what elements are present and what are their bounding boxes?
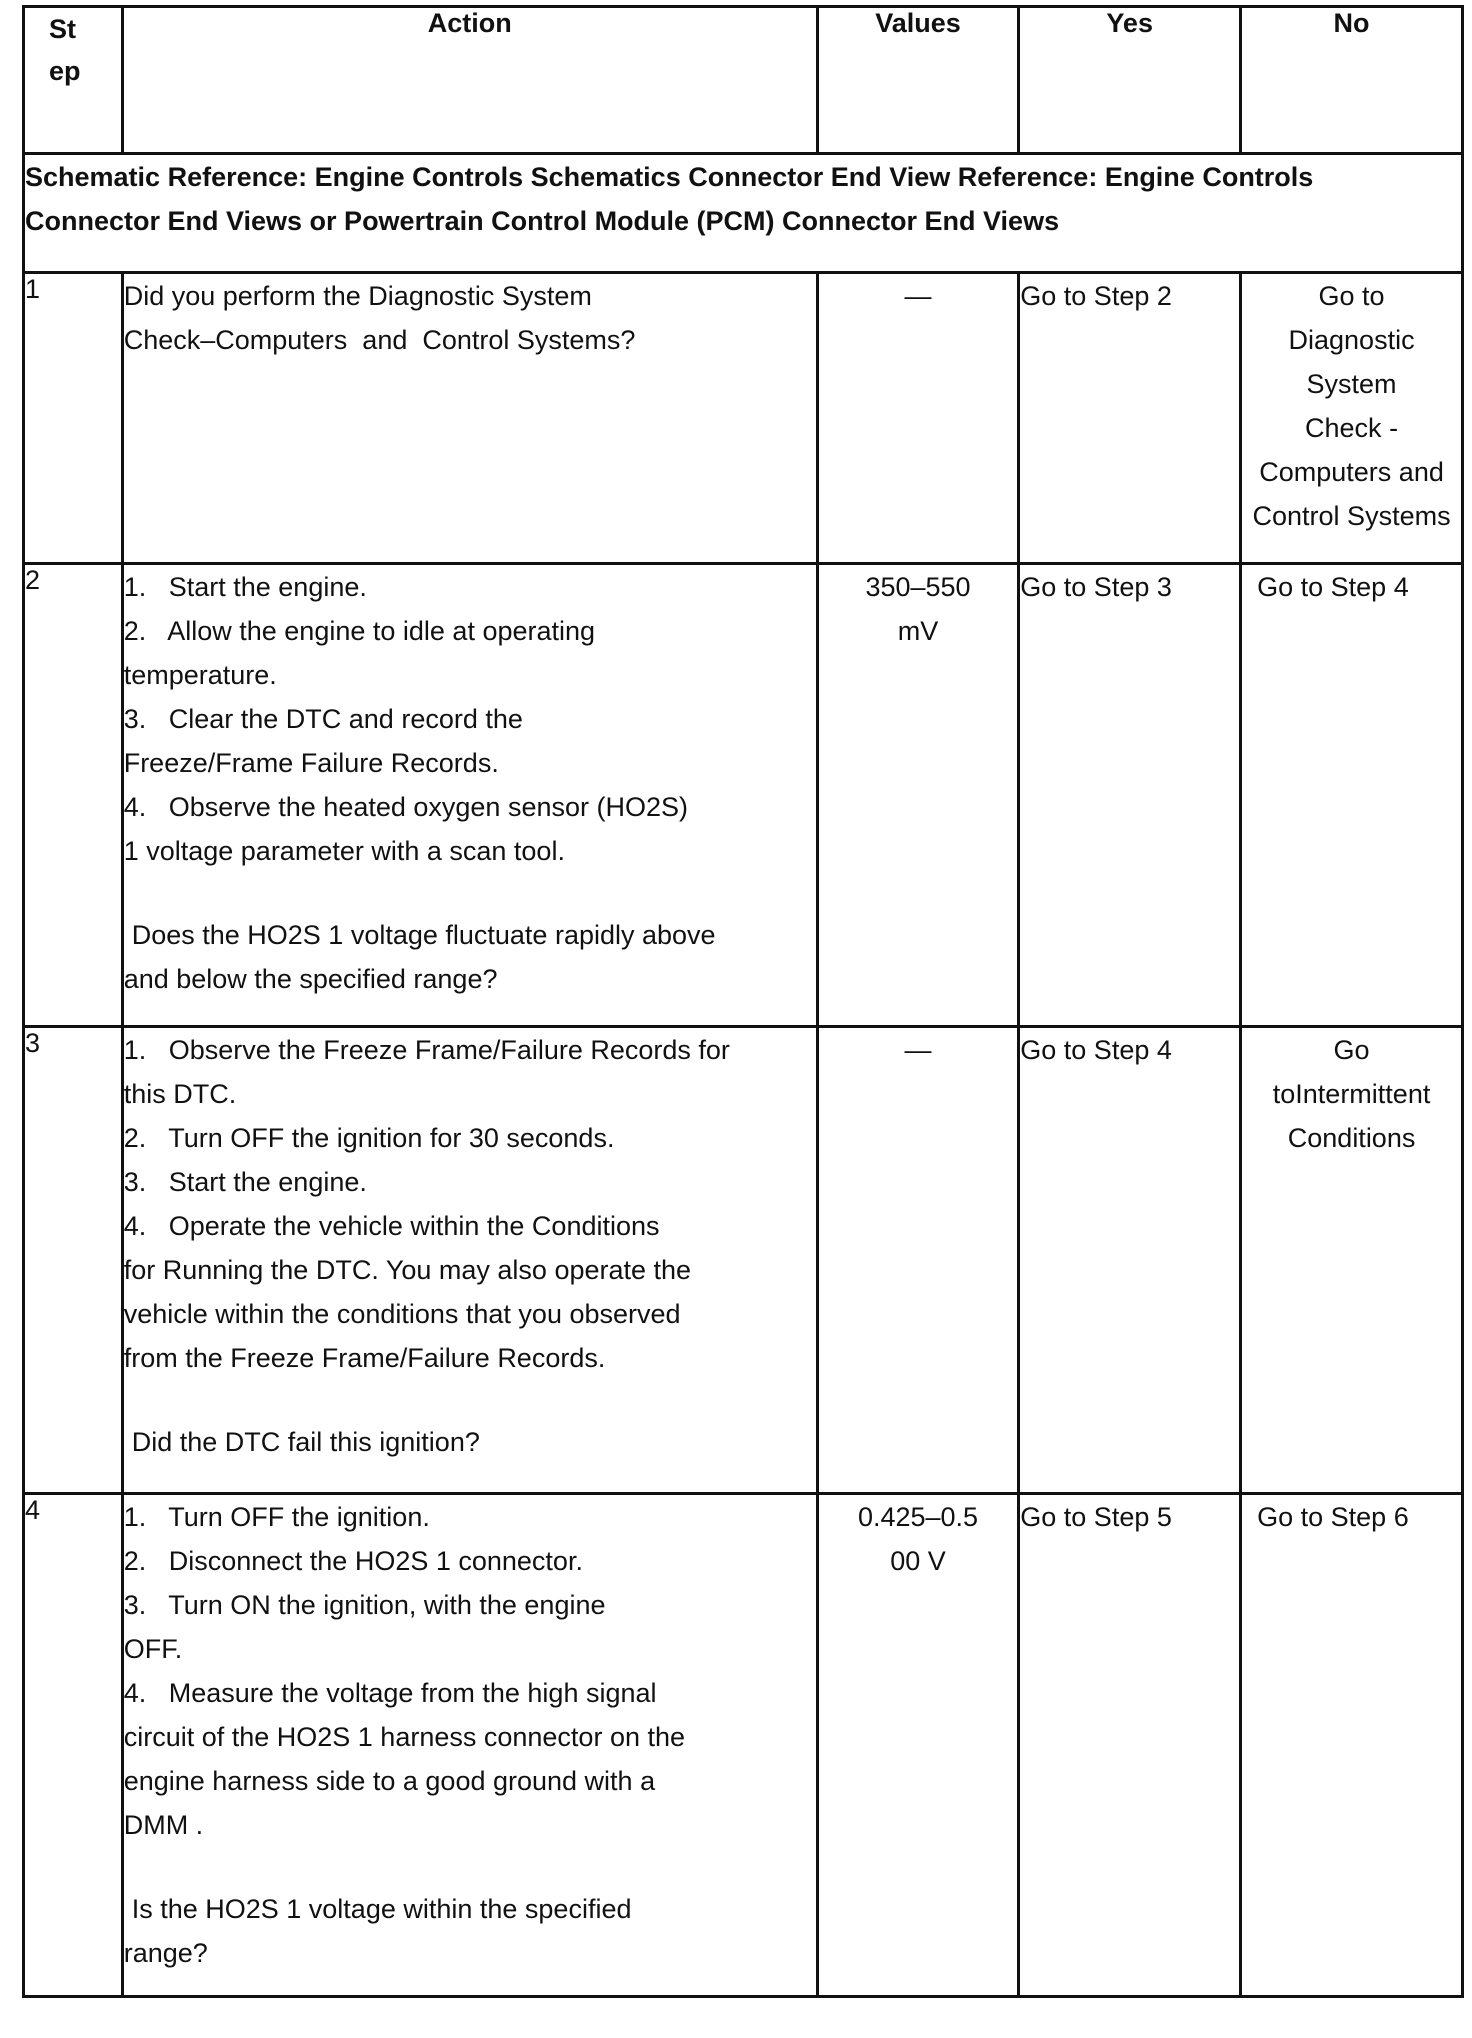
yes-cell: Go to Step 2 [1019,273,1241,564]
no-line: Go to Step 4 [1257,572,1409,602]
reference-line-2: Connector End Views or Powertrain Control Module (PCM) Connector End Views [25,206,1060,236]
value-line: mV [897,616,939,646]
action-line: temperature. [123,660,277,690]
action-line: for Running the DTC. You may also operate the [123,1255,692,1285]
action-line: 3. Start the engine. [123,1167,367,1197]
question-line: Did the DTC fail this ignition? [131,1427,480,1457]
action-line: DMM . [123,1810,204,1840]
action-line: 1. Observe the Freeze Frame/Failure Records for [123,1035,730,1065]
question-line: Does the HO2S 1 voltage fluctuate rapidly above [131,920,716,950]
question-line: range? [123,1938,208,1968]
spacer [124,1847,816,1887]
value-line: — [904,281,932,311]
no-line: Go to Step 6 [1257,1502,1409,1532]
action-line: 3. Clear the DTC and record the [123,704,523,734]
action-line: Did you perform the Diagnostic System [123,281,592,311]
action-line: vehicle within the conditions that you observed [123,1299,681,1329]
value-line: — [904,1035,932,1065]
no-cell [1241,1494,1463,1997]
no-line: Conditions [1287,1123,1416,1153]
action-line: 1. Start the engine. [123,572,367,602]
step-number: 1 [24,273,123,564]
no-line: toIntermittent [1272,1079,1431,1109]
action-line: 2. Turn OFF the ignition for 30 seconds. [123,1123,615,1153]
action-cell [122,1027,817,1494]
no-line: Go [1333,1035,1370,1065]
action-line: 3. Turn ON the ignition, with the engine [123,1590,606,1620]
action-cell [122,564,817,1027]
action-line: 1 voltage parameter with a scan tool. [123,836,565,866]
no-line: Go to [1318,281,1385,311]
value-cell [817,273,1019,564]
question-line: Is the HO2S 1 voltage within the specified [131,1894,632,1924]
step-header-line2: ep [49,56,81,86]
no-cell [1241,564,1463,1027]
action-line: this DTC. [123,1079,237,1109]
no-line: Check - [1305,413,1399,443]
spacer [124,873,816,913]
action-line: 4. Measure the voltage from the high signal [123,1678,657,1708]
step-number: 3 [24,1027,123,1494]
table-row [24,564,1463,1027]
values-header: Values [817,7,1019,154]
no-line: Control Systems [1252,501,1451,531]
action-line: 2. Allow the engine to idle at operating [123,616,596,646]
action-line: 1. Turn OFF the ignition. [123,1502,430,1532]
no-line: Diagnostic [1288,325,1415,355]
diagnostic-table [22,5,1464,1998]
table-row [24,1027,1463,1494]
no-line: Computers and [1259,457,1444,487]
no-line: System [1306,369,1397,399]
action-line: from the Freeze Frame/Failure Records. [123,1343,606,1373]
value-line: 0.425–0.5 [857,1502,979,1532]
reference-line-1: Schematic Reference: Engine Controls Schematics Connector End View Reference: Engine Controls [25,162,1314,192]
value-line: 00 V [890,1546,946,1576]
step-number: 4 [24,1494,123,1997]
action-line: engine harness side to a good ground with a [123,1766,656,1796]
reference-row [24,154,1463,273]
value-cell [817,1494,1019,1997]
action-cell [122,273,817,564]
step-number: 2 [24,564,123,1027]
yes-cell: Go to Step 4 [1019,1027,1241,1494]
yes-cell: Go to Step 3 [1019,564,1241,1027]
value-line: 350–550 [865,572,971,602]
action-line: 2. Disconnect the HO2S 1 connector. [123,1546,583,1576]
question-line: and below the specified range? [123,964,498,994]
yes-header: Yes [1019,7,1241,154]
action-line: Check–Computers and Control Systems? [123,325,636,355]
step-header-line1: St [49,14,76,44]
yes-cell: Go to Step 5 [1019,1494,1241,1997]
action-header: Action [122,7,817,154]
schematic-reference [24,154,1463,273]
action-line: OFF. [123,1634,183,1664]
action-line: Freeze/Frame Failure Records. [123,748,499,778]
table-row [24,1494,1463,1997]
step-header [24,7,123,154]
action-cell [122,1494,817,1997]
header-row [24,7,1463,154]
diagnostic-page [22,5,1464,1998]
no-cell [1241,273,1463,564]
action-line: circuit of the HO2S 1 harness connector on the [123,1722,686,1752]
value-cell [817,1027,1019,1494]
spacer [124,1380,816,1420]
no-cell [1241,1027,1463,1494]
no-header: No [1241,7,1463,154]
action-line: 4. Observe the heated oxygen sensor (HO2S) [123,792,689,822]
action-line: 4. Operate the vehicle within the Conditions [123,1211,660,1241]
value-cell [817,564,1019,1027]
table-row [24,273,1463,564]
